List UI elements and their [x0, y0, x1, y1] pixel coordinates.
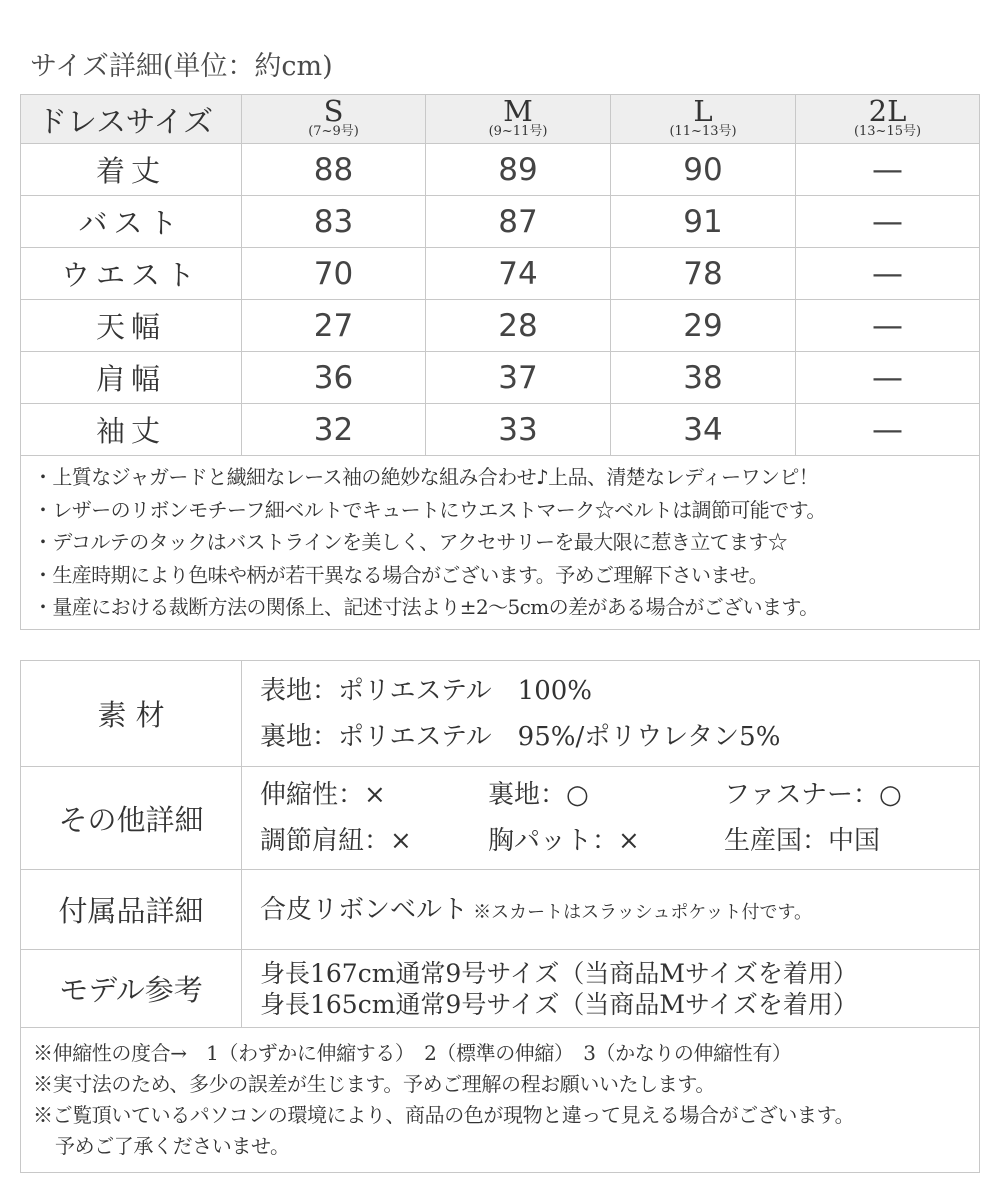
size-value: — — [796, 248, 980, 300]
note-line: ・レザーのリボンモチーフ細ベルトでキュートにウエストマーク☆ベルトは調節可能です。 — [33, 497, 826, 522]
row-label: 袖丈 — [21, 404, 242, 456]
note-line: ・量産における裁断方法の関係上、記述寸法より±2〜5cmの差がある場合がございます。 — [33, 595, 819, 620]
size-label: M — [503, 94, 533, 128]
table-row — [21, 300, 980, 352]
material-body — [242, 661, 980, 767]
model-line: 身長165cm通常9号サイズ（当商品Mサイズを着用） — [260, 989, 858, 1019]
table-row — [21, 352, 980, 404]
size-label: 2L — [868, 94, 907, 128]
size-value: 37 — [426, 352, 611, 404]
accessories-label: 付属品詳細 — [21, 870, 242, 950]
detail-item: 裏地：○ — [488, 780, 589, 810]
size-label: L — [693, 94, 713, 128]
model-line: 身長167cm通常9号サイズ（当商品Mサイズを着用） — [260, 958, 858, 988]
note-line: ・上質なジャガードと繊細なレース袖の絶妙な組み合わせ♪上品、清楚なレディーワンピ！ — [33, 465, 819, 489]
size-header-s — [242, 95, 426, 144]
table-row — [21, 144, 980, 196]
size-value: 36 — [242, 352, 426, 404]
size-value: 83 — [242, 196, 426, 248]
size-value: — — [796, 300, 980, 352]
footer-notes — [21, 1028, 980, 1173]
note-line: ・生産時期により色味や柄が若干異なる場合がございます。予めご理解下さいませ。 — [33, 562, 768, 587]
table-row — [21, 248, 980, 300]
other-details-row — [21, 767, 980, 870]
row-label: 着丈 — [21, 144, 242, 196]
size-header-2l — [796, 95, 980, 144]
size-range: (11~13号) — [669, 124, 737, 139]
size-value: 70 — [242, 248, 426, 300]
size-range: (13~15号) — [853, 124, 922, 139]
size-value: 88 — [242, 144, 426, 196]
detail-item: 伸縮性：× — [260, 780, 386, 810]
detail-item: 胸パット：× — [488, 826, 640, 856]
size-value: — — [796, 196, 980, 248]
size-value: 78 — [611, 248, 796, 300]
table-row — [21, 404, 980, 456]
model-label: モデル参考 — [21, 950, 242, 1028]
table-row — [21, 196, 980, 248]
note-line: ・デコルテのタックはバストラインを美しく、アクセサリーを最大限に惹き立てます☆ — [33, 530, 788, 555]
footer-note: ※伸縮性の度合→ 1（わずかに伸縮する） 2（標準の伸縮） 3（かなりの伸縮性有） — [33, 1041, 792, 1065]
footer-note: 予めご了承くださいませ。 — [55, 1134, 290, 1158]
detail-item: 生産国：中国 — [724, 826, 881, 856]
row-label: 肩幅 — [21, 352, 242, 404]
size-value: — — [796, 144, 980, 196]
size-header-row — [21, 95, 980, 144]
footer-note: ※ご覧頂いているパソコンの環境により、商品の色が現物と違って見える場合がございます。 — [33, 1103, 855, 1127]
dress-size-label: ドレスサイズ — [21, 95, 242, 144]
accessories-row — [21, 870, 980, 950]
row-label: 天幅 — [21, 300, 242, 352]
size-value: — — [796, 352, 980, 404]
detail-item: 調節肩紐：× — [260, 826, 412, 856]
footer-note: ※実寸法のため、多少の誤差が生じます。予めご理解の程お願いいたします。 — [33, 1072, 715, 1096]
size-value: 74 — [426, 248, 611, 300]
size-value: 27 — [242, 300, 426, 352]
material-label: 素 材 — [21, 661, 242, 767]
footer-notes-row — [21, 1028, 980, 1173]
detail-item: ファスナー：○ — [724, 780, 902, 810]
row-label: バスト — [21, 196, 242, 248]
size-header-l — [611, 95, 796, 144]
size-table — [20, 94, 980, 630]
size-value: 33 — [426, 404, 611, 456]
size-header-m — [426, 95, 611, 144]
spec-table — [20, 660, 980, 1173]
accessory-item: 合皮リボンベルト — [260, 894, 469, 925]
size-value: 91 — [611, 196, 796, 248]
size-detail-caption: サイズ詳細(単位：約cm) — [30, 51, 333, 82]
notes-row — [21, 456, 980, 630]
other-details-label: その他詳細 — [21, 767, 242, 870]
size-range: (7~9号) — [308, 124, 359, 139]
material-line: 表地：ポリエステル 100% — [260, 675, 592, 706]
model-row — [21, 950, 980, 1028]
accessories-body — [242, 870, 980, 950]
size-value: 32 — [242, 404, 426, 456]
size-label: S — [323, 94, 344, 128]
size-value: 89 — [426, 144, 611, 196]
size-value: 34 — [611, 404, 796, 456]
product-notes — [21, 456, 980, 630]
row-label: ウエスト — [21, 248, 242, 300]
size-value: — — [796, 404, 980, 456]
other-details-body — [242, 767, 980, 870]
model-body — [242, 950, 980, 1028]
size-value: 90 — [611, 144, 796, 196]
size-value: 38 — [611, 352, 796, 404]
size-value: 29 — [611, 300, 796, 352]
size-value: 28 — [426, 300, 611, 352]
accessory-note: ※スカートはスラッシュポケット付です。 — [473, 901, 813, 923]
material-row — [21, 661, 980, 767]
size-value: 87 — [426, 196, 611, 248]
size-range: (9~11号) — [488, 124, 548, 139]
material-line: 裏地：ポリエステル 95%/ポリウレタン5% — [260, 721, 781, 752]
